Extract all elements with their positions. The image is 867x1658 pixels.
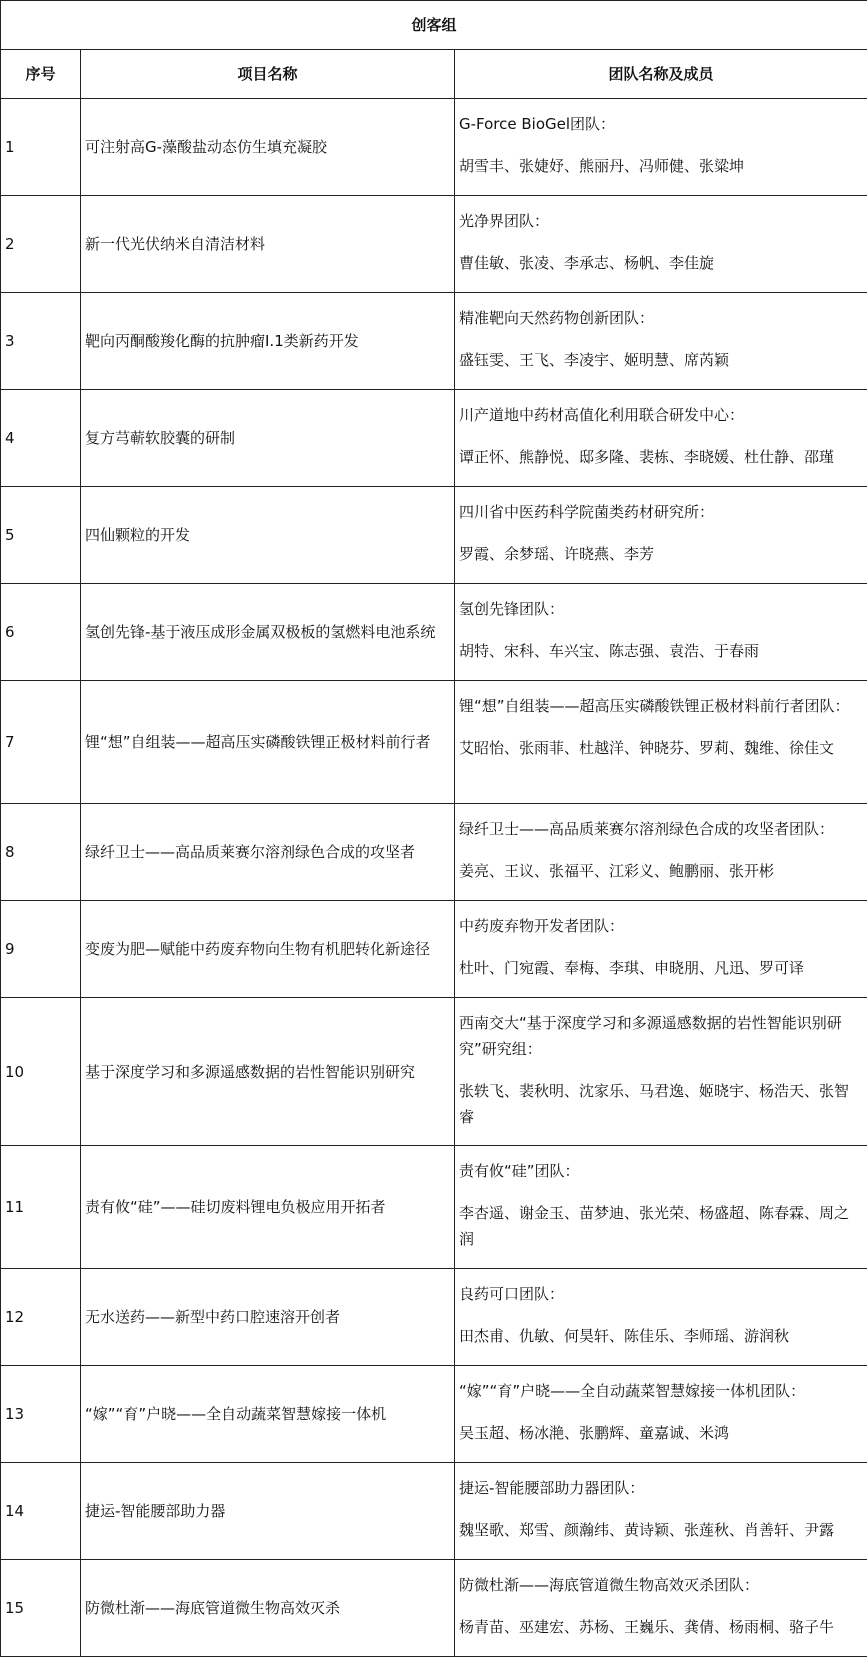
header-project: 项目名称 — [81, 50, 455, 99]
row-team-members: 李杏遥、谢金玉、苗梦迪、张光荣、杨盛超、陈春霖、周之润 — [459, 1204, 850, 1248]
row-number: 13 — [1, 1366, 81, 1463]
row-team-name: 防微杜渐——海底管道微生物高效灭杀团队： — [459, 1576, 760, 1594]
table-row — [1, 1146, 867, 1269]
row-number: 15 — [1, 1560, 81, 1657]
row-team-name: 中药废弃物开发者团队： — [459, 917, 625, 935]
row-project-name: 绿纤卫士——高品质莱赛尔溶剂绿色合成的攻坚者 — [81, 804, 455, 901]
row-team-members: 姜亮、王议、张福平、江彩义、鲍鹏丽、张开彬 — [459, 862, 775, 880]
row-number: 8 — [1, 804, 81, 901]
table-row — [1, 681, 867, 804]
row-team-cell — [455, 1146, 867, 1269]
row-team-cell — [455, 681, 867, 804]
row-team-name: 氢创先锋团队： — [459, 600, 565, 618]
row-number: 9 — [1, 901, 81, 998]
table-body — [1, 99, 867, 1657]
row-team-cell — [455, 1463, 867, 1560]
row-team-cell — [455, 1560, 867, 1657]
table-row — [1, 901, 867, 998]
row-team-name: “嫁”“育”户晓——全自动蔬菜智慧嫁接一体机团队： — [459, 1382, 806, 1400]
table-title: 创客组 — [1, 1, 867, 50]
row-number: 12 — [1, 1269, 81, 1366]
table-row — [1, 487, 867, 584]
row-team-members: 魏坚歌、郑雪、颜瀚纬、黄诗颖、张莲秋、肖善轩、尹露 — [459, 1521, 835, 1539]
row-project-name: 捷运-智能腰部助力器 — [81, 1463, 455, 1560]
row-team-name: 光净界团队： — [459, 212, 550, 230]
table-row — [1, 804, 867, 901]
row-team-cell — [455, 998, 867, 1146]
row-team-name: 责有攸“硅”团队： — [459, 1162, 580, 1180]
row-team-members: 杜叶、门宛霞、奉梅、李琪、申晓朋、凡迅、罗可译 — [459, 959, 805, 977]
row-number: 10 — [1, 998, 81, 1146]
row-project-name: 可注射高G-藻酸盐动态仿生填充凝胶 — [81, 99, 455, 196]
table-header-row — [1, 50, 867, 99]
row-number: 5 — [1, 487, 81, 584]
header-team: 团队名称及成员 — [455, 50, 867, 99]
row-team-name: 良药可口团队： — [459, 1285, 565, 1303]
row-number: 7 — [1, 681, 81, 804]
row-team-members: 罗霞、余梦瑶、许晓燕、李芳 — [459, 545, 655, 563]
row-number: 11 — [1, 1146, 81, 1269]
row-team-members: 谭正怀、熊静悦、邸多隆、裴栋、李晓媛、杜仕静、邵瑾 — [459, 448, 835, 466]
row-project-name: 无水送药——新型中药口腔速溶开创者 — [81, 1269, 455, 1366]
row-project-name: 新一代光伏纳米自清洁材料 — [81, 196, 455, 293]
row-team-members: 杨青苗、巫建宏、苏杨、王巍乐、龚倩、杨雨桐、骆子牛 — [459, 1618, 835, 1636]
row-team-name: 锂“想”自组装——超高压实磷酸铁锂正极材料前行者团队： — [459, 697, 850, 715]
row-team-cell — [455, 487, 867, 584]
row-team-cell — [455, 293, 867, 390]
header-number: 序号 — [1, 50, 81, 99]
row-team-name: 捷运-智能腰部助力器团队： — [459, 1479, 645, 1497]
table-row — [1, 1366, 867, 1463]
row-team-members: 胡雪丰、张婕妤、熊丽丹、冯师健、张粱坤 — [459, 157, 745, 175]
row-team-cell — [455, 99, 867, 196]
row-number: 1 — [1, 99, 81, 196]
row-team-name: 川产道地中药材高值化利用联合研发中心： — [459, 406, 745, 424]
row-project-name: 锂“想”自组装——超高压实磷酸铁锂正极材料前行者 — [81, 681, 455, 804]
row-number: 14 — [1, 1463, 81, 1560]
row-team-members: 田杰甫、仇敏、何昊轩、陈佳乐、李师瑶、游润秋 — [459, 1327, 790, 1345]
row-project-name: 基于深度学习和多源遥感数据的岩性智能识别研究 — [81, 998, 455, 1146]
row-team-members: 张轶飞、裴秋明、沈家乐、马君逸、姬晓宇、杨浩天、张智睿 — [459, 1082, 850, 1126]
row-team-name: 绿纤卫士——高品质莱赛尔溶剂绿色合成的攻坚者团队： — [459, 820, 835, 838]
row-team-name: 精准靶向天然药物创新团队： — [459, 309, 655, 327]
row-number: 6 — [1, 584, 81, 681]
row-team-name: 西南交大“基于深度学习和多源遥感数据的岩性智能识别研究”研究组： — [459, 1014, 842, 1058]
row-team-cell — [455, 390, 867, 487]
row-team-cell — [455, 196, 867, 293]
table-row — [1, 1560, 867, 1657]
row-team-members: 胡特、宋科、车兴宝、陈志强、袁浩、于春雨 — [459, 642, 760, 660]
row-project-name: 四仙颗粒的开发 — [81, 487, 455, 584]
row-team-cell — [455, 1269, 867, 1366]
row-number: 2 — [1, 196, 81, 293]
row-team-members: 吴玉超、杨冰滟、张鹏辉、童嘉诚、米鸿 — [459, 1424, 730, 1442]
row-team-members: 曹佳敏、张凌、李承志、杨帆、李佳旋 — [459, 254, 715, 272]
row-project-name: 防微杜渐——海底管道微生物高效灭杀 — [81, 1560, 455, 1657]
table-title-row — [1, 1, 867, 50]
row-team-cell — [455, 1366, 867, 1463]
row-team-name: 四川省中医药科学院菌类药材研究所： — [459, 503, 715, 521]
row-team-name: G-Force BioGel团队： — [459, 115, 616, 133]
table-row — [1, 99, 867, 196]
table-row — [1, 390, 867, 487]
row-number: 4 — [1, 390, 81, 487]
row-team-cell — [455, 804, 867, 901]
row-number: 3 — [1, 293, 81, 390]
row-team-cell — [455, 584, 867, 681]
table-row — [1, 196, 867, 293]
table-row — [1, 1463, 867, 1560]
row-project-name: 氢创先锋-基于液压成形金属双极板的氢燃料电池系统 — [81, 584, 455, 681]
row-project-name: 变废为肥—赋能中药废弃物向生物有机肥转化新途径 — [81, 901, 455, 998]
row-project-name: 靶向丙酮酸羧化酶的抗肿瘤I.1类新药开发 — [81, 293, 455, 390]
table-row — [1, 584, 867, 681]
row-project-name: 责有攸“硅”——硅切废料锂电负极应用开拓者 — [81, 1146, 455, 1269]
table-row — [1, 1269, 867, 1366]
table-row — [1, 998, 867, 1146]
row-team-cell — [455, 901, 867, 998]
table-row — [1, 293, 867, 390]
row-project-name: “嫁”“育”户晓——全自动蔬菜智慧嫁接一体机 — [81, 1366, 455, 1463]
row-team-members: 艾昭怡、张雨菲、杜越洋、钟晓芬、罗莉、魏维、徐佳文 — [459, 739, 835, 757]
row-team-members: 盛钰雯、王飞、李凌宇、姬明慧、席芮颖 — [459, 351, 730, 369]
row-project-name: 复方芎蕲软胶囊的研制 — [81, 390, 455, 487]
